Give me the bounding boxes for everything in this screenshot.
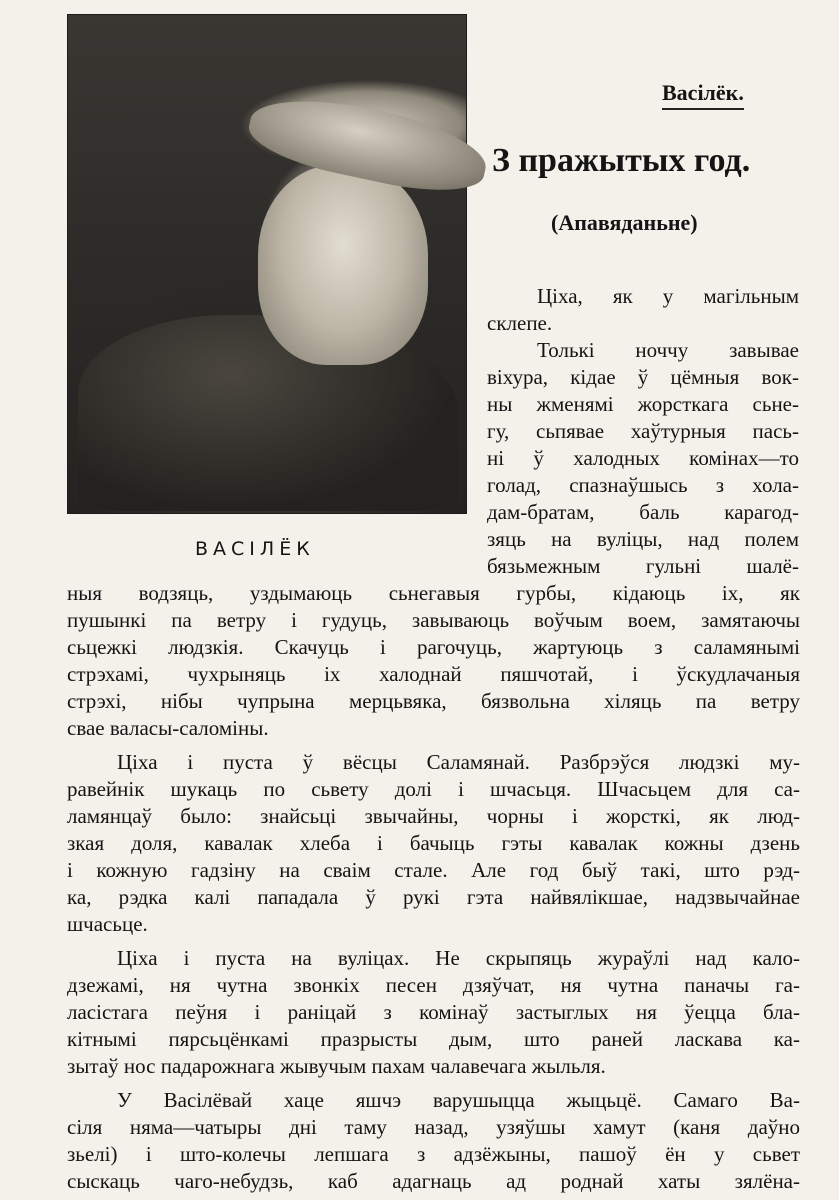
text-line: кітнымі пярсьцёнкамі празрысты дым, што раней ласкава ка-	[67, 1027, 800, 1051]
text-line: Толькі ноччу завывае	[537, 338, 799, 362]
text-line: У Васілёвай хаце яшчэ варушыцца жыцьцё. Самаго Ва-	[117, 1088, 800, 1112]
text-line: дзежамі, ня чутна звонкіх песен дзяўчат, ня чутна паначы га-	[67, 973, 800, 997]
text-line: сіля няма—чатыры дні таму назад, узяўшы хамут (каня даўно	[67, 1115, 800, 1139]
portrait-face	[258, 165, 428, 365]
text-line: ні ў халодных комінах—то	[487, 446, 799, 470]
text-line: ламянцаў было: знайсьці звычайны, чорны і жорсткі, як люд-	[67, 804, 800, 828]
text-line: шчасьце.	[67, 912, 148, 936]
text-line: свае валасы-саломіны.	[67, 716, 269, 740]
text-line: дам-братам, баль карагод-	[487, 500, 799, 524]
text-line: Ціха і пуста ў вёсцы Саламянай. Разбрэўся людзкі му-	[117, 750, 800, 774]
text-line: і кожную гадзіну на сваім стале. Але год быў такі, што рэд-	[67, 858, 800, 882]
text-line: зкая доля, кавалак хлеба і бачыць гэты кавалак кожны дзень	[67, 831, 800, 855]
text-line: ныя водзяць, уздымаюць сьнегавыя гурбы, кідаюць іх, як	[67, 581, 800, 605]
text-line: голад, спазнаўшысь з хола-	[487, 473, 799, 497]
text-line: ны жменямі жорсткага сьне-	[487, 392, 799, 416]
author-portrait-photo	[67, 14, 467, 514]
text-line: сыскаць чаго-небудзь, каб адагнаць ад роднай хаты зялёна-	[67, 1169, 800, 1193]
text-line: гу, сьпявае хаўтурныя пась-	[487, 419, 799, 443]
story-title: З пражытых год.	[492, 142, 751, 179]
text-line: зытаў нос падарожнага жывучым пахам чалавечага жыльля.	[67, 1054, 606, 1078]
text-line: Ціха, як у магільным	[537, 284, 799, 308]
text-line: склепе.	[487, 311, 553, 335]
text-line: равейнік шукаць по сьвету долі і шчасьця. Шчасьцем для са-	[67, 777, 800, 801]
story-subtitle: (Апавяданьне)	[551, 210, 698, 235]
text-line: зьелі) і што-колечы лепшага з адзёжыны, пашоў ён у сьвет	[67, 1142, 800, 1166]
photo-caption: ВАСІЛЁК	[195, 538, 315, 560]
text-line: ка, рэдка калі пападала ў рукі гэта найвялікшае, надзвычайнае	[67, 885, 800, 909]
text-line: стрэхамі, чухрыняць іх халоднай пяшчотай, і ўскудлачаныя	[67, 662, 800, 686]
text-line: віхура, кідае ў цёмныя вок-	[487, 365, 799, 389]
text-line: бязьмежным гульні шалё-	[487, 554, 799, 578]
text-line: пушынкі па ветру і гудуць, завываюць воўчым воем, замятаючы	[67, 608, 800, 632]
text-line: сьцежкі людзкія. Скачуць і рагочуць, жартуюць з саламянымі	[67, 635, 800, 659]
author-name: Васілёк.	[662, 80, 744, 110]
text-line: зяць на вуліцы, над полем	[487, 527, 799, 551]
text-line: стрэхі, нібы чупрына мерцьвяка, бязвольна хіляць па ветру	[67, 689, 800, 713]
text-line: Ціха і пуста на вуліцах. Не скрыпяць жураўлі над кало-	[117, 946, 800, 970]
text-line: ласістага пеўня і раніцай з комінаў застыглых ня ўецца бла-	[67, 1000, 800, 1024]
